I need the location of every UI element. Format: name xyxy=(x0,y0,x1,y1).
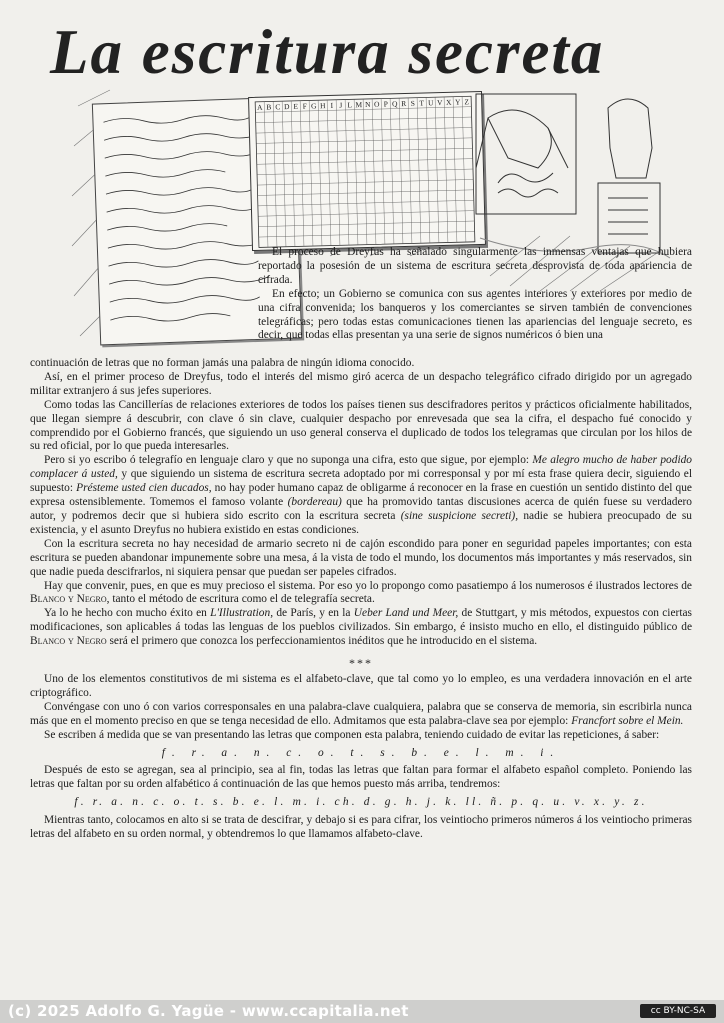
paragraph-1-continued: continuación de letras que no forman jamás una palabra de ningún idioma conocido. xyxy=(30,357,415,369)
paragraph-9 xyxy=(30,701,692,729)
text-span: de París, y en la xyxy=(276,607,351,620)
grid-letter: X xyxy=(445,97,452,107)
grid-letter: F xyxy=(302,101,307,111)
main-text xyxy=(30,357,692,842)
publication-name: Ueber Land und Meer, xyxy=(353,607,459,620)
grid-letter: V xyxy=(436,98,443,108)
text-span: Convéngase con uno ó con varios corresponsales en una palabra-clave cualquiera, palabra que se conserva de memoria, sin escribirla nunca más que en el momento preciso en que se tenga necesidad de ello. Admitamos que esta palabra-clave sea por ejemplo: xyxy=(30,700,692,727)
key-phrase: Francfort sobre el Mein. xyxy=(571,714,684,727)
text-span: Ya lo he hecho con mucho éxito en xyxy=(44,607,207,620)
text-span: Hay que convenir, pues, en que es muy precioso el sistema. Por eso yo lo propongo como pasatiempo á los numerosos é ilustrados lectores de xyxy=(44,579,692,592)
text-span: Pero si yo escribo ó telegrafío en lenguaje claro y que no suponga una cifra, esto que sigue, por ejemplo: xyxy=(44,454,530,467)
grid-letter: B xyxy=(266,102,272,112)
pedestal xyxy=(598,183,660,253)
publication-name: L'Illustration, xyxy=(210,607,274,620)
text-span: que ha promovido tantas discusiones acerca de quién fuese su verdadero autor, y podremos decir que si hubiera sido escrito con la escritura secreta xyxy=(30,496,692,522)
text-span: será el primero que conozca los perfeccionamientos inéditos que he introducido en el sistema. xyxy=(109,635,538,648)
cipher-grid-card xyxy=(248,91,486,251)
text-span: nadie se hubiera preocupado de su existencia, y el asunto Dreyfus no hubiera existido en estas condiciones. xyxy=(30,509,693,536)
grid-letter: S xyxy=(410,98,415,108)
grid-letter: P xyxy=(383,99,388,109)
grid-letter: Y xyxy=(454,97,461,107)
example-phrase: Présteme usted cien ducados, xyxy=(76,482,212,495)
italic-term: (bordereau) xyxy=(287,496,342,509)
footer-bar xyxy=(0,1000,724,1023)
serpent-icon xyxy=(498,173,553,183)
paragraph-12: Mientras tanto, colocamos en alto si se trata de descifrar, y debajo si es para cifrar, los veintiocho primeros números á los veintiocho primeras letras del alfabeto en su orden normal, y obtendremos lo que llamamos alfabeto-clave. xyxy=(30,814,692,841)
magazine-name: Blanco y Negro xyxy=(30,635,107,648)
section-separator: *** xyxy=(349,656,373,671)
full-key-alphabet: f. r. a. n. c. o. t. s. b. e. l. m. i. ch. d. g. h. j. k. ll. ñ. p. q. u. v. x. y. z. xyxy=(74,796,648,809)
text-span: no hay poder humano capaz de obligarme á reconocer en la frase en cuestión un sentido distinto del que expresa ostensiblemente. Tomemos el famoso volante xyxy=(30,482,692,509)
paragraph-6 xyxy=(30,580,692,608)
egyptian-drawing xyxy=(468,88,672,268)
grid-letter: E xyxy=(293,101,299,111)
text-span: y que siguiendo un sistema de escritura secreta adoptado por mi corresponsal y por mí esta frase quiera decir, siguiendo el supuesto: xyxy=(30,468,693,495)
grid-letter: H xyxy=(319,101,326,111)
grid-letter: L xyxy=(347,100,353,110)
key-letter-sequence: f. r. a. n. c. o. t. s. b. e. l. m. i. xyxy=(161,746,561,759)
text-span: , tanto el método de escritura como el de telegrafía secreta. xyxy=(106,593,375,606)
grid-letter: Q xyxy=(391,99,398,109)
grid-letter: Z xyxy=(464,97,470,107)
paragraph-8: Uno de los elementos constitutivos de mi sistema es el alfabeto-clave, que tal como yo lo empleo, es una verdadera innovación en el arte criptográfico. xyxy=(30,673,692,699)
paragraph-5: Con la escritura secreta no hay necesidad de armario secreto ni de cajón escondido para poner en seguridad papeles importantes; con esta escritura se pueden abandonar impunemente sobre una mesa, á la vista de todo el mundo, los documentos más importantes y más reservados, sin que nadie pueda descifrarlos, ni siquiera pensar que puedan ser papeles cifrados. xyxy=(30,537,692,578)
copyright-credit: (c) 2025 Adolfo G. Yagüe - www.ccapitalia.net xyxy=(8,1002,409,1020)
paragraph-3: Como todas las Cancillerías de relaciones exteriores de todos los países tienen sus descifradores peritos y prácticos oficialmente habilitados, que llegan siempre á descubrir, con clave ó sin clave, cualquier despacho por enrevesada que sea la cifra, el despacho fué conocido y comprendido por el Gobierno francés, que siguiendo un uso general conserva el duplicado de todos los telegramas que circulan por los hilos de su red oficial, por lo que pueda interesarles. xyxy=(30,398,692,453)
paragraph-11: Después de esto se agregan, sea al principio, sea al fin, todas las letras que faltan para formar el alfabeto español completo. Poniendo las letras que faltan por su orden alfabético á continuación de las que hemos puesto más arriba, tendremos: xyxy=(30,764,692,791)
intro-text xyxy=(258,246,692,343)
grid-letter: C xyxy=(275,102,281,112)
license-badge: cc BY-NC-SA xyxy=(640,1004,716,1018)
grid-letter: O xyxy=(373,99,380,109)
grid-letter: G xyxy=(310,101,317,111)
grid-letter: N xyxy=(364,99,371,110)
grid-letter: I xyxy=(330,100,334,110)
cipher-grid xyxy=(249,92,485,250)
intro-paragraph-2: En efecto; un Gobierno se comunica con sus agentes interiores y exteriores por medio de una cifra convenida; los banqueros y los comerciantes se sirven también de convenciones telegráficas; pero todas estas comunicaciones tienen las apariencias del lenguaje secreto, es decir, que todas ellas presentan ya una serie de signos numéricos ó bien una xyxy=(258,287,692,342)
magazine-name: Blanco y Negro xyxy=(30,593,107,606)
grid-letter: D xyxy=(283,102,290,112)
paragraph-7 xyxy=(30,607,692,649)
italic-term: (sine suspicione secreti), xyxy=(400,509,519,522)
paragraph-2: Así, en el primer proceso de Dreyfus, todo el interés del mismo giró acerca de un despacho telegráfico cifrado dirigido por un agregado militar extranjero á sus jefes superiores. xyxy=(30,370,692,397)
intro-paragraph-1: El proceso de Dreyfus ha señalado singularmente las inmensas ventajas que hubiera reportado la posesión de un sistema de escritura secreta desprovista de toda apariencia de cifrada. xyxy=(258,246,692,286)
page-title: La escritura secreta xyxy=(50,17,605,87)
sphinx-head-icon xyxy=(608,99,652,178)
falcon-icon xyxy=(488,110,551,168)
paragraph-4 xyxy=(30,454,692,537)
grid-letter: A xyxy=(256,102,263,112)
grid-letter: J xyxy=(339,100,343,110)
grid-letter: U xyxy=(427,98,434,108)
grid-letter: M xyxy=(355,100,363,110)
grid-letter: T xyxy=(419,98,425,108)
grid-letter: R xyxy=(401,98,407,109)
text-span: de Stuttgart, y mis métodos, expuestos con ciertas modificaciones, son aplicables á todas las lenguas de los pueblos civilizados. Sin embargo, é insisto mucho en ello, el distinguido público de xyxy=(30,607,692,634)
paragraph-10: Se escriben á medida que se van presentando las letras que componen esta palabra, teniendo cuidado de evitar las repeticiones, á saber: xyxy=(44,728,660,741)
example-phrase: Me alegro mucho de haber podido complacer á usted, xyxy=(30,454,692,481)
